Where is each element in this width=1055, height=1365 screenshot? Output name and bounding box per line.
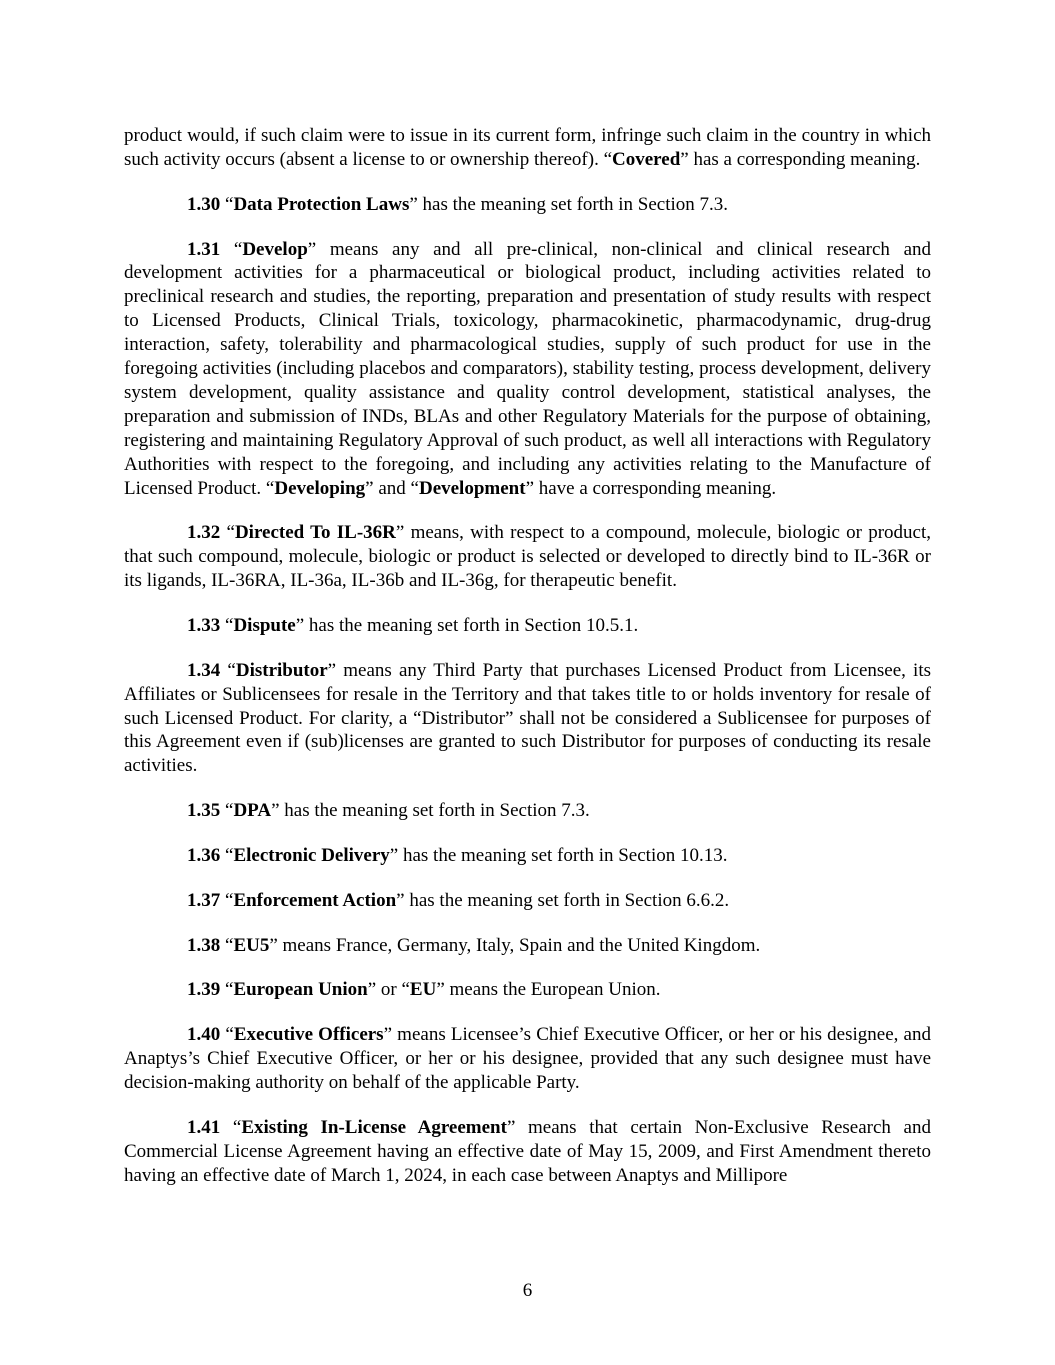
definition-text: ” has the meaning set forth in Section 10.5.1. [295,614,639,636]
definition-text: ” means France, Germany, Italy, Spain and the United Kingdom. [269,934,761,956]
definition-1-40 [124,1023,931,1095]
section-number: 1.31 [187,238,221,260]
definition-1-36 [124,844,931,868]
definition-text: ” has the meaning set forth in Section 7.3. [409,193,729,215]
defined-term: Directed To IL-36R [234,522,396,544]
definition-text: ” has the meaning set forth in Section 7.3. [271,800,590,822]
open-quote: “ [225,614,234,636]
continuation-text: ” has a corresponding meaning. [680,148,921,170]
defined-term: EU [409,979,437,1001]
section-number: 1.39 [187,979,221,1001]
definition-text: ” has the meaning set forth in Section 10.13. [389,844,728,866]
definition-text: ” means the European Union. [436,979,661,1001]
defined-term: Develop [242,238,308,260]
definition-text: ” or “ [367,979,410,1001]
document-page [124,124,931,1188]
open-quote: “ [227,659,236,681]
section-number: 1.36 [187,844,221,866]
defined-term: DPA [233,800,272,822]
definition-1-30 [124,193,931,217]
section-number: 1.33 [187,614,221,636]
defined-term: Distributor [235,659,328,681]
section-number: 1.35 [187,800,221,822]
definition-1-39 [124,978,931,1002]
section-number: 1.38 [187,934,221,956]
open-quote: “ [225,979,234,1001]
defined-term: Developing [274,477,366,499]
definition-text: ” means any and all pre-clinical, non-clinical and clinical research and development activities for a pharmaceutical or biological product, including activities related to preclinical research and studies, the reporting, preparation and presentation of study results with respect to Licensed Products, Clinical Trials, toxicology, pharmacokinetic, pharmacodynamic, drug-drug interaction, safety, tolerability and pharmacological studies, supply of such product for use in the foregoing activities (including placebos and comparators), stability testing, process development, delivery system development, quality assistance and quality control development, statistical analyses, the preparation and submission of INDs, BLAs and other Regulatory Materials for the purpose of obtaining, registering and maintaining Regulatory Approval of such product, as well all interactions with Regulatory Authorities with respect to the foregoing, and including any activities relating to the Manufacture of Licensed Product. “ [124,238,931,499]
page-number: 6 [522,1280,533,1301]
defined-term: Dispute [233,614,296,636]
continuation-text: product would, if such claim were to issue in its current form, infringe such claim in the country in which such activity occurs (absent a license to or ownership thereof). “ [124,125,931,170]
definition-text: ” means Licensee’s Chief Executive Officer, or her or his designee, and Anaptys’s Chief Executive Officer, or her or his designee, provided that any such designee must have decision-making authority on behalf of the applicable Party. [124,1024,931,1093]
section-number: 1.41 [187,1116,221,1138]
open-quote: “ [233,238,243,260]
definition-1-41 [124,1116,931,1188]
section-number: 1.34 [187,659,221,681]
defined-term: EU5 [233,934,270,956]
definition-1-35 [124,799,931,823]
continuation-paragraph [124,124,931,172]
open-quote: “ [226,522,235,544]
defined-term: Existing In-License Agreement [241,1116,507,1138]
open-quote: “ [225,844,234,866]
open-quote: “ [225,1024,234,1046]
section-number: 1.40 [187,1024,221,1046]
defined-term: Enforcement Action [233,889,397,911]
definition-1-38 [124,934,931,958]
open-quote: “ [225,800,234,822]
definition-text: ” means, with respect to a compound, molecule, biologic or product, that such compound, molecule, biologic or product is selected or developed to directly bind to IL-36R or its ligands, IL-36RA, IL-36a, IL-36b and IL-36g, for therapeutic benefit. [124,522,932,592]
definition-1-34 [124,659,931,779]
section-number: 1.30 [187,193,221,215]
open-quote: “ [225,193,234,215]
section-number: 1.32 [187,522,221,544]
definition-text: ” means any Third Party that purchases Licensed Product from Licensee, its Affiliates or Sublicensees for resale in the Territory and that takes title to or holds inventory for resale of such Licensed Product. For clarity, a “Distributor” shall not be considered a Sublicensee for purposes of this Agreement even if (sub)licenses are granted to such Distributor for purposes of conducting its resale activities. [124,659,931,777]
open-quote: “ [225,934,234,956]
definition-text: ” and “ [365,477,419,499]
definition-1-33 [124,614,931,638]
definition-text: ” have a corresponding meaning. [525,477,777,499]
open-quote: “ [225,889,234,911]
defined-term: European Union [233,979,368,1001]
section-number: 1.37 [187,889,221,911]
open-quote: “ [232,1116,242,1138]
defined-term: Electronic Delivery [233,844,390,866]
definition-text: ” has the meaning set forth in Section 6.6.2. [396,889,730,911]
definition-text: ” means that certain Non-Exclusive Research and Commercial License Agreement having an effective date of May 15, 2009, and First Amendment thereto having an effective date of March 1, 2024, in each case between Anaptys and Millipore [124,1116,931,1186]
defined-term: Data Protection Laws [233,193,410,215]
definition-1-31 [124,238,931,501]
defined-term: Development [418,477,526,499]
definition-1-37 [124,889,931,913]
definition-1-32 [124,521,931,593]
defined-term: Covered [612,148,681,170]
defined-term: Executive Officers [233,1024,384,1046]
